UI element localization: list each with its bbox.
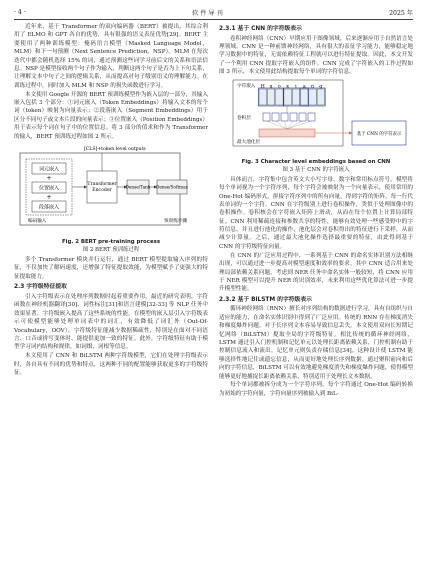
transformer-label-line1: Transformer xyxy=(87,182,117,188)
token-embedding-label: 词元嵌入 xyxy=(38,166,60,173)
char-letter: a xyxy=(302,84,306,90)
section-heading-2-3-1: 2.3.1 基于 CNN 的字符级表示 xyxy=(219,26,302,32)
cls-label: [CLS]+token level outputs xyxy=(84,147,146,153)
section-heading-2-3-2: 2.3.2 基于 BiLSTM 的字符级表示 xyxy=(219,296,312,303)
figure-2-caption-en: Fig. 2 BERT pre-training process xyxy=(61,238,161,245)
cnn-output-label: 基于 CNN 的字符表示 xyxy=(356,132,402,138)
char-cell xyxy=(292,84,300,106)
char-embedding-cell xyxy=(284,89,292,105)
right-paragraph-5: 每个单词都被拆分成为一个字符序列，每个字符通过 One-Hot 编码转换为初始的字符向量，字符向量序列被输入到 BiL- xyxy=(219,382,413,397)
right-paragraph-4: 循环神经网络（RNN）擅长对序列结构的数据进行学习，具有自组织与自适应的能力，在命名实体识别中得到了广泛应用。传统的 RNN 存在梯度消失和梯度爆炸问题，对于长序列文本容易导致信息丢失。本文使用双向长短期记忆网络（BiLSTM）提取全局的字符级特征。相比传统的循环神经网络，LSTM 通过引入门控机制和记忆单元以处理长距离依赖关系，门控机制有助于控制信息流入和流出，记忆单元则负责存储信息[34]。这种设计使 LSTM 能够选择性地记住或遗忘信息，从而更好地处理长序列数据。通过聚积前向和后向的字符信息，BiLSTM 可以有效地避免梯度消失和梯度爆炸问题，使得模型能够更好地捕捉长距离依赖关系，特别适用于处理长文本数据。 xyxy=(219,306,413,380)
running-header xyxy=(14,6,413,18)
plus-sign-1: + xyxy=(46,175,52,183)
left-paragraph-4: 引入字符级表示在处理序列数据时起着重要作用，最近的研究表明，字符函数在神经机器翻译[30]、词性标注[31]和语言建模[32-33] 等 NLP 任务中效果显著。字符级嵌入提高了这些系统的性能。在模型的嵌入层引入字符级表示可使模型能够处理单词表中的词汇，有效降低了词汇外（Out-Of-Vocabulary，OOV）。字符级特征能减少数据稀疏性，特别是在面对不同语言、口音或拼写变体时，能提供更加一致的特征。此外，字符级特征有助于模型学习词内结构和规律，如词缀、词根等信息。 xyxy=(14,293,208,351)
transformer-encoder-box xyxy=(87,171,117,203)
left-paragraph-5: 本文使用了 CNN 和 BiLSTM 两种字符级模型，它们在处理字符级表示时，各自具有不同的优势和特点，这两种不同的配置能够获取更多的字符级特征。 xyxy=(14,353,208,376)
conv-output-cell xyxy=(299,113,306,121)
char-cell xyxy=(276,85,284,106)
char-cell xyxy=(259,84,267,106)
left-paragraph-1: 近年来，基于 Transformer 的双向编码器（BERT）被提出，其综合利用了 ELMO 和 GPT 各自的优势，具有很强的语义表征优势[29]。BERT 主要使用了两种训练模型：掩码语言模型（Masked Language Model，MLM）和下一句预测（Next Sentence Prediction，NSP）。MLM 在每次迭代中都会随机选择 15% 的词，通过预测这些词学习前后文的关系和语法信息。NSP 是模型接收两个句子作为输入，判断这两个句子是否为上下句关系，让理解文本中句子之间的逻辑关系，从而提高对句子级别语义的理解能力。在训练过程中，同时加入 MLM 和 NSP 的损失函数进行学习。 xyxy=(14,24,208,89)
char-cell xyxy=(284,85,292,106)
char-embedding-cell xyxy=(317,89,325,105)
pool-connection-line xyxy=(285,121,288,129)
conv-output-cell xyxy=(308,113,315,121)
input-label: 编码输入 xyxy=(28,219,47,225)
page-number: · 4 · xyxy=(14,8,26,16)
conv-output-cell xyxy=(263,113,270,121)
left-column xyxy=(14,23,208,378)
char-cell xyxy=(301,85,309,106)
char-letter: H xyxy=(260,84,265,90)
char-cell xyxy=(317,85,325,106)
figure-2-caption-zh: 图 2 BERT 预训练过程 xyxy=(82,246,140,253)
left-paragraph-2: 本文使用 Google 开源的 BERT 预训练模型作为嵌入层的一部分，其输入嵌入包括 3 个部分：①词元嵌入（Token Embeddings）将输入文本的每个词（token）映射为向量表示；②段落嵌入（Segment Embeddings）用于区分不同句子或文本片段的向量表示；③位置嵌入（Position Embeddings）用于表示每个词在句子中的位置信息。将 3 部分的值求和作为 Transformer 的输入，BERT 预训练过程如图 2 所示。 xyxy=(14,91,208,140)
char-embedding-cell xyxy=(292,89,300,105)
max-pooling-box xyxy=(259,129,315,137)
char-cell xyxy=(309,85,317,106)
left-paragraph-3: 多个 Transformer 模块并行运行，通过 BERT 模型提取输入序列的特征，不仅加快了解码速度，还增强了特征提取效能，为模型赋予了更强大的特征提取能力。 xyxy=(14,257,208,280)
section-heading-2-3: 2.3 字符级特征提取 xyxy=(14,284,67,291)
char-letter: o xyxy=(277,84,281,90)
year: 2025 年 xyxy=(389,9,413,17)
figure-3 xyxy=(219,77,413,174)
char-cnn-diagram xyxy=(219,77,413,153)
pooling-layer-label: 最大池化层 xyxy=(237,140,260,146)
right-paragraph-2: 具体而言，字符集中包含英文大小写字母、数字和常用标点符号。模型将每个单词视为一个字符序列，每个字符会被映射为一个向量表示，使用常用的 One-Hot 编码形式。拼接字符序列中的所有向量，得到字符的矩阵，每一行代表单词的一个字符。CNN 在字符级别上进行卷积操作，类似于处理图像中的卷积操作。卷积核会在字符嵌入矩阵上滑动，从而在每个位置上计算局部特征。CNN 利用稀疏连接和参数共享的特性，能够有效处理一些感受野中的字符信息，并且进行池化的操作，池化层会对卷积得出的特征进行下采样，从而减少计算量。之后，通过最大池化操作选择最重要的特征，由此得到基于 CNN 的字符级特征向量。 xyxy=(219,176,413,250)
transformer-label-line2: Encoder xyxy=(92,188,112,194)
journal-name: 软 件 导 刊 xyxy=(192,9,223,17)
figure-3-caption-zh: 图 3 基于 CNN 的字符嵌入 xyxy=(282,166,350,173)
char-cell xyxy=(267,85,275,106)
right-paragraph-3: 在 CNN 的广泛应用过程中，一系列基于 CNN 的命名实体识别方法相继出现，可以通过进一步提高对模型速度和效率的要求。其中 CNN 适合用来处理局部依赖关系问题，考虑到 NER 任务中命名实体一般较短，将 CNN 应用于 NER 模型可以提升 NER 的识别效率，未来利用这些优化算法可进一步提升模型性能。 xyxy=(219,252,413,293)
pool-connection-line xyxy=(276,121,288,129)
conv-output-cell xyxy=(272,113,279,121)
character-row xyxy=(259,84,325,106)
char-letter: u xyxy=(269,84,273,90)
pool-connection-line xyxy=(287,121,312,129)
char-embedding-cell xyxy=(301,89,309,105)
char-letter: x xyxy=(286,84,290,90)
bert-pretraining-diagram xyxy=(14,141,208,233)
char-letter: n xyxy=(311,84,315,90)
plus-sign-2: + xyxy=(46,194,52,202)
char-letter: g xyxy=(319,84,323,90)
char-embedding-cell xyxy=(259,89,267,105)
output-arrowhead xyxy=(349,132,352,135)
figure-2 xyxy=(14,141,208,254)
segment-embedding-label: 段落嵌入 xyxy=(38,204,60,211)
conv-output-cell xyxy=(290,113,297,121)
pool-connection-line xyxy=(267,121,288,129)
right-paragraph-1: 卷积神经网络（CNN）早期应用于图像领域，后来逐渐应用于自然语言处理领域。CNN 是一种前馈神经网络，具有很大的表征学习能力，能够稳定地学习数据中的特征，无需依赖特征工程就可以进行特征提取。因此，本文开发了一个利用 CNN 提取字符嵌入的组件。CNN 完成了字符嵌入的工作过程如图 3 所示，本文使用此结构提取每个单词的字符信息。 xyxy=(219,35,413,76)
char-embed-label: 字符嵌入 xyxy=(237,84,256,90)
dense-softmax-label: Dense/Softmax xyxy=(155,184,189,190)
right-column xyxy=(219,23,413,399)
header-rule xyxy=(14,19,413,20)
position-embedding-label: 位置嵌入 xyxy=(38,185,60,192)
figure-3-caption-en: Fig. 3 Character level embeddings based on CNN xyxy=(241,158,391,165)
pretraining-step-label: 预训练步骤 xyxy=(164,219,187,225)
conv-layer-label: 卷积层 xyxy=(237,116,251,122)
char-embedding-cell xyxy=(276,89,284,105)
dense-tanh-label: Dense/Tanh xyxy=(125,184,151,190)
conv-output-cell xyxy=(281,113,288,121)
char-embedding-cell xyxy=(267,89,275,105)
char-letter: i xyxy=(295,84,297,90)
pool-connection-line xyxy=(287,121,303,129)
char-embedding-cell xyxy=(309,89,317,105)
